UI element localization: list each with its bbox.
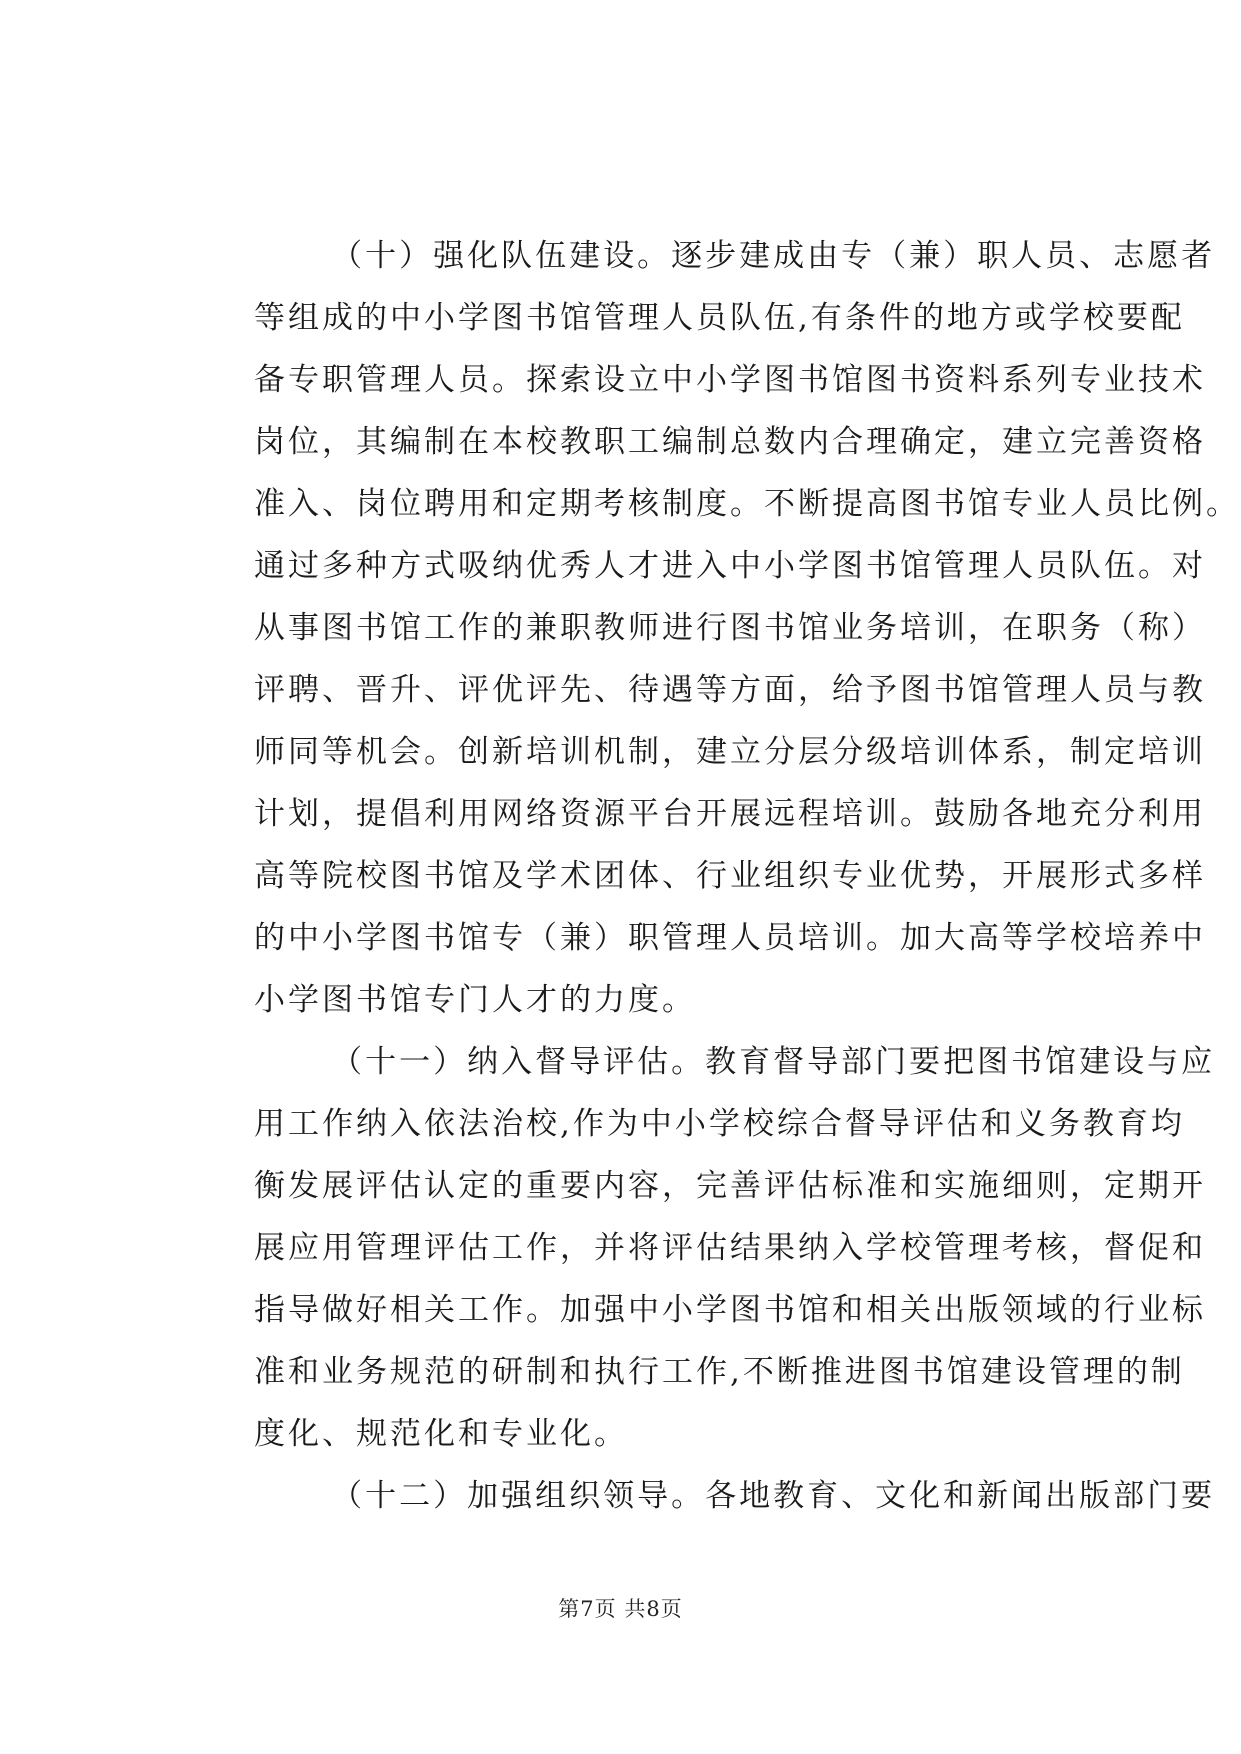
paragraph-10-line-9: 师同等机会。创新培训机制，建立分层分级培训体系，制定培训 [254,734,1206,770]
paragraph-10-line-2: 等组成的中小学图书馆管理人员队伍,有条件的地方或学校要配 [254,300,1185,336]
paragraph-10-line-11: 高等院校图书馆及学术团体、行业组织专业优势，开展形式多样 [254,858,1206,894]
paragraph-11-line-5: 指导做好相关工作。加强中小学图书馆和相关出版领域的行业标 [254,1292,1206,1328]
paragraph-11-line-4: 展应用管理评估工作，并将评估结果纳入学校管理考核，督促和 [254,1230,1206,1266]
paragraph-11-line-6: 准和业务规范的研制和执行工作,不断推进图书馆建设管理的制 [254,1354,1185,1390]
paragraph-10-line-6: 通过多种方式吸纳优秀人才进入中小学图书馆管理人员队伍。对 [254,548,1206,584]
body-text [254,225,1240,1527]
paragraph-12-line-1: （十二）加强组织领导。各地教育、文化和新闻出版部门要 [254,1478,1216,1514]
paragraph-11-line-1: （十一）纳入督导评估。教育督导部门要把图书馆建设与应 [254,1044,1216,1080]
paragraph-10-line-4: 岗位，其编制在本校教职工编制总数内合理确定，建立完善资格 [254,424,1206,460]
paragraph-10-line-8: 评聘、晋升、评优评先、待遇等方面，给予图书馆管理人员与教 [254,672,1206,708]
paragraph-11-line-3: 衡发展评估认定的重要内容，完善评估标准和实施细则，定期开 [254,1168,1206,1204]
paragraph-10-line-7: 从事图书馆工作的兼职教师进行图书馆业务培训，在职务（称） [254,610,1206,646]
paragraph-10-line-5: 准入、岗位聘用和定期考核制度。不断提高图书馆专业人员比例。 [254,486,1240,522]
paragraph-10-line-1: （十）强化队伍建设。逐步建成由专（兼）职人员、志愿者 [254,238,1216,274]
paragraph-10-line-3: 备专职管理人员。探索设立中小学图书馆图书资料系列专业技术 [254,362,1206,398]
paragraph-10-line-13: 小学图书馆专门人才的力度。 [254,982,696,1018]
page-number-footer: 第7页 共8页 [558,1597,683,1621]
paragraph-10-line-12: 的中小学图书馆专（兼）职管理人员培训。加大高等学校培养中 [254,920,1206,956]
paragraph-10-line-10: 计划，提倡利用网络资源平台开展远程培训。鼓励各地充分利用 [254,796,1206,832]
paragraph-11-line-2: 用工作纳入依法治校,作为中小学校综合督导评估和义务教育均 [254,1106,1185,1142]
paragraph-11-line-7: 度化、规范化和专业化。 [254,1416,628,1452]
